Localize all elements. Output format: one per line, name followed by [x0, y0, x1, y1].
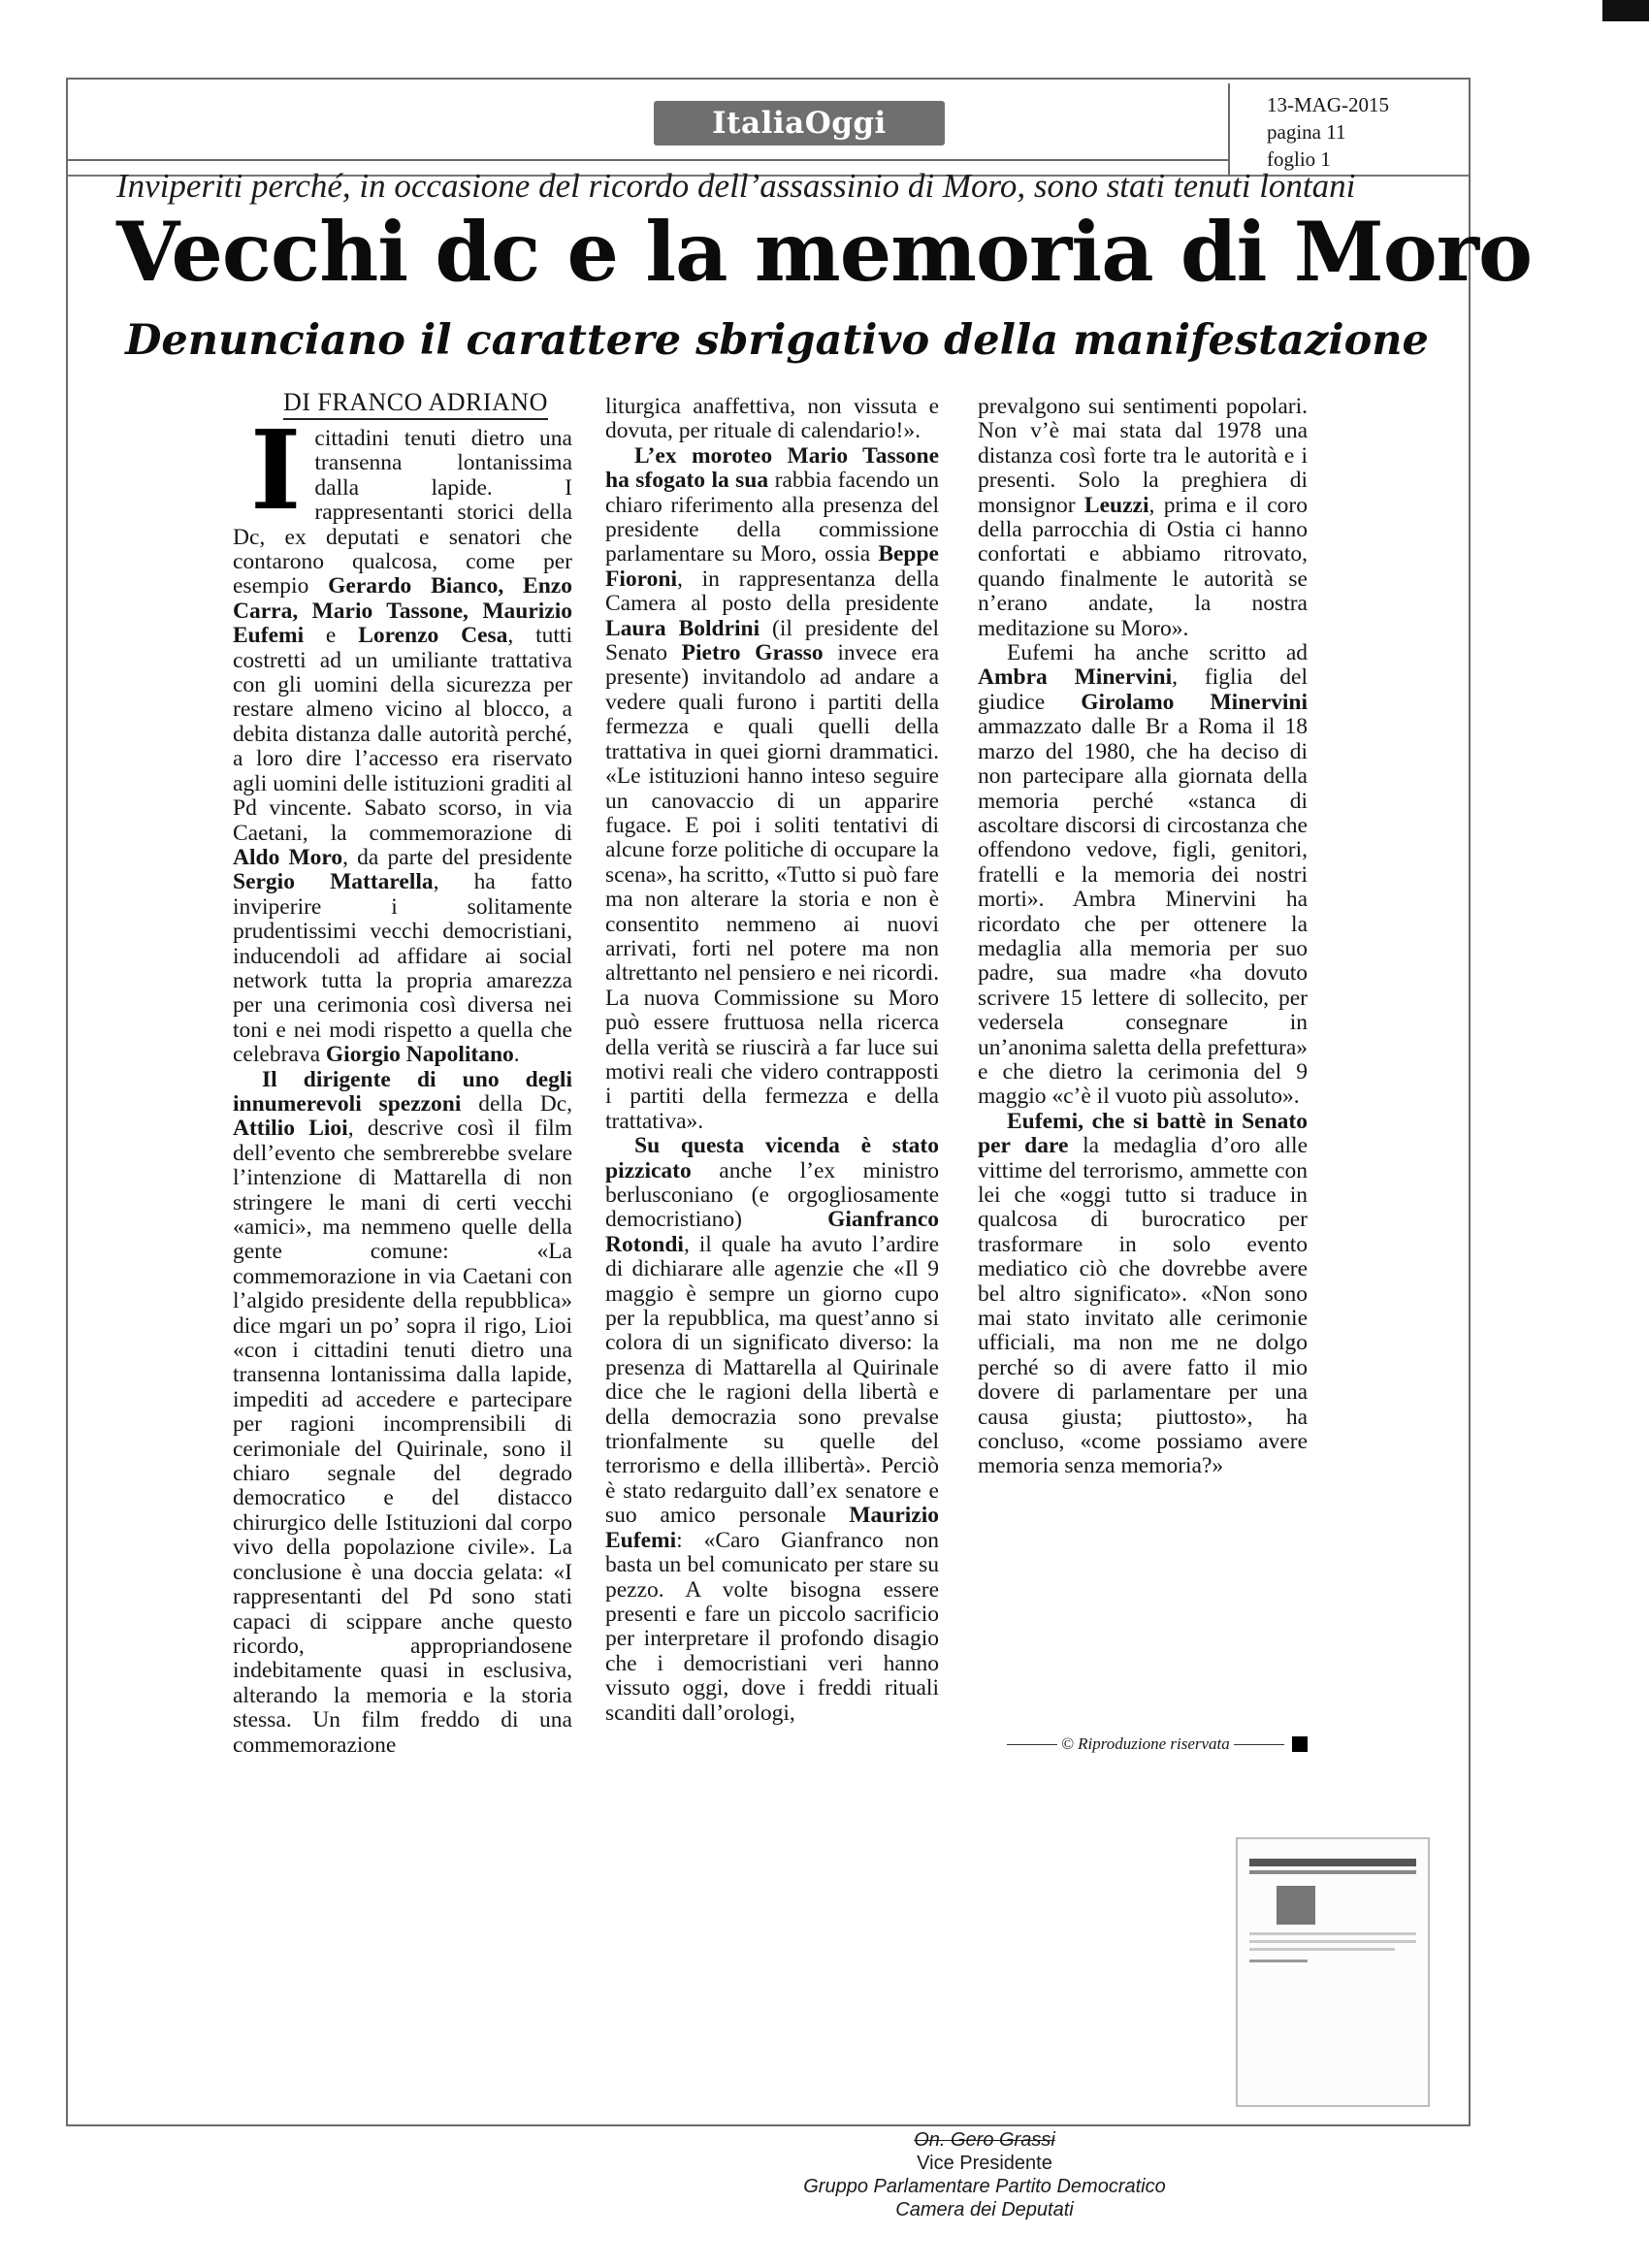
rule-right [1234, 1744, 1284, 1745]
article-paragraph: Il dirigente di uno degli innumerevoli spezzoni della Dc, Attilio Lioi, descrive così il film dell’evento che sembrerebbe svelare l’intenzione di Mattarella di non stringere le mani di certi vecchi «amici», ma nemmeno quelle della gente comune: «La commemorazione in via Caetani con l’algido presidente della repubblica» dice mgari un po’ sopra il rigo, Lioi «con i cittadini tenuti dietro una transenna lontanissima dalla lapide, impediti ad accedere e partecipare per ragioni incomprensibili di cerimoniale del Quirinale, sono il chiaro segnale del degrado democratico e del distacco chirurgico delle Istituzioni dal corpo vivo della popolazione civile». La conclusione è una doccia gelata: «I rappresentanti del Pd sono stati capaci di scippare anche questo ricordo, appropriandosene indebitamente quasi in esclusiva, alterando la memoria e la storia stessa. Un film freddo di una commemorazione [233, 1066, 572, 1758]
headline: Vecchi dc e la memoria di Moro [116, 204, 1533, 300]
article-paragraph: Eufemi, che si battè in Senato per dare la medaglia d’oro alle vittime del terrorismo, ammette con lei che «oggi tutto si traduce in qualcosa di burocratico per trasformare in solo evento mediatico ciò che dovrebbe avere bel altro significato». «Non sono mai stato invitato alle cerimonie ufficiali, ma non me ne dolgo perché so di avere fatto il mio dovere di parlamentare per una causa giusta; piuttosto», ha concluso, «come possiamo avere memoria senza memoria?» [978, 1108, 1308, 1479]
sheet-number: foglio 1 [1267, 147, 1331, 171]
copyright-text: © Riproduzione riservata [1061, 1734, 1230, 1753]
article-paragraph: Eufemi ha anche scritto ad Ambra Minervini, figlia del giudice Girolamo Minervini ammazzato dalle Br a Roma il 18 marzo del 1980, che ha deciso di non partecipare alla giornata della memoria perché «stanca di ascoltare discorsi di circostanza che offendono vedove, figli, genitori, fratelli e la memoria dei nostri morti». Ambra Minervini ha ricordato che per ottenere la medaglia alla memoria per suo padre, sua madre «ha dovuto scrivere 15 lettere di sollecito, per vedersela consegnare in un’anonima saletta della prefettura» e che dietro la cerimonia del 9 maggio «c’è il vuoto più assoluto». [978, 640, 1308, 1110]
header-strip [68, 80, 1228, 161]
thumbnail-text-line [1249, 1940, 1416, 1943]
end-mark [1292, 1736, 1308, 1752]
thumbnail-title-bar [1249, 1859, 1416, 1866]
article-paragraph: Su questa vicenda è stato pizzicato anche l’ex ministro berlusconiano (e orgogliosamente democristiano) Gianfranco Rotondi, il quale ha avuto l’ardire di dichiarare alle agenzie che «Il 9 maggio è sempre un giorno cupo per la repubblica, ma quest’anno si colora di un significato diverso: la presenza di Mattarella al Quirinale dice che le ragioni della libertà e della democrazia sono prevalse trionfalmente su quelle del terrorismo e della illibertà». Perciò è stato redarguito dall’ex senatore e suo amico personale Maurizio Eufemi: «Caro Gianfranco non basta un bel comunicato per stare su pezzo. A volte bisogna essere presenti e fare un piccolo sacrificio per interpretare il profondo disagio che i democristiani veri hanno vissuto oggi, dove i freddi rituali scanditi dall’orologi, [605, 1133, 939, 1726]
article-paragraph: prevalgono sui sentimenti popolari. Non v’è mai stata dal 1978 una distanza così forte tra le autorità e i presenti. Solo la preghiera di monsignor Leuzzi, prima e il coro della parrocchia di Ostia ci hanno confortati e abbiamo ritrovato, quando finalmente le autorità se n’erano andate, la nostra meditazione su Moro». [978, 395, 1308, 641]
copyright-note [1003, 1734, 1308, 1754]
article-paragraph: Icittadini tenuti dietro una transenna lontanissima dalla lapide. I rappresentanti storici della Dc, ex deputati e senatori che contarono qualcosa, come per esempio Gerardo Bianco, Enzo Carra, Mario Tassone, Maurizio Eufemi e Lorenzo Cesa, tutti costretti ad un umiliante trattativa con gli uomini della sicurezza per restare almeno vicino al blocco, a debita distanza dalle autorità perché, a loro dire l’accesso era riservato agli uomini delle istituzioni graditi al Pd vincente. Sabato scorso, in via Caetani, la commemorazione di Aldo Moro, da parte del presidente Sergio Mattarella, ha fatto inviperire i solitamente prudentissimi vecchi democristiani, inducendoli ad affidare ai social network tutta la propria amarezza per una cerimonia così diversa nei toni e nei modi rispetto a quella che celebrava Giorgio Napolitano. [233, 427, 572, 1068]
scan-corner-mark [1602, 0, 1649, 21]
article-paragraph: L’ex moroteo Mario Tassone ha sfogato la sua rabbia facendo un chiaro riferimento alla presenza del presidente della commissione parlamentare su Moro, ossia Beppe Fioroni, in rappresentanza della Camera al posto della presidente Laura Boldrini (il presidente del Senato Pietro Grasso invece era presente) invitandolo ad andare a vedere quali furono i partiti della fermezza e quali quelli della trattativa in quei giorni drammatici. «Le istituzioni hanno inteso seguire un canovaccio di un apparire fugace. E poi i soliti tentativi di alcune forze politiche di occupare la scena», ha scritto, «Tutto si può fare ma non alterare la storia e non è consentito nemmeno ai nuovi arrivati, forti nel potere ma non altrettanto nel pensiero e nei ricordi. La nuova Commissione su Moro può essere fruttuosa nella ricerca della verità se riuscirà a far luce sui motivi reali che videro contrapposti i partiti della fermezza e della trattativa». [605, 442, 939, 1134]
signer-chamber: Camera dei Deputati [895, 2199, 1074, 2220]
byline: DI FRANCO ADRIANO [283, 388, 548, 420]
rule-left [1007, 1744, 1057, 1745]
masthead-label: ItaliaOggi [712, 106, 887, 141]
article-column-3 [978, 395, 1308, 1774]
thumbnail-text-line [1249, 1948, 1395, 1951]
subheadline: Denunciano il carattere sbrigativo della manifestazione [125, 316, 1429, 365]
kicker: Inviperiti perché, in occasione del ricordo dell’assassinio di Moro, sono stati tenuti lontani [116, 167, 1356, 205]
article-column-2 [605, 395, 939, 2112]
article-column-1 [233, 427, 572, 2105]
publication-date: 13-MAG-2015 [1267, 93, 1389, 116]
article-paragraph: liturgica anaffettiva, non vissuta e dovuta, per rituale di calendario!». [605, 395, 939, 444]
page-thumbnail [1236, 1837, 1430, 2107]
signer-name: On. Gero Grassi [914, 2129, 1055, 2151]
date-block [1228, 83, 1471, 177]
thumbnail-text-line [1249, 1932, 1416, 1935]
thumbnail-photo [1277, 1886, 1315, 1925]
thumbnail-text-line [1249, 1960, 1308, 1962]
page-number: pagina 11 [1267, 120, 1346, 144]
signer-group: Gruppo Parlamentare Partito Democratico [803, 2176, 1166, 2197]
drop-cap: I [250, 427, 302, 535]
signature-block [669, 2128, 1300, 2221]
newspaper-masthead [654, 101, 945, 146]
thumbnail-subtitle-bar [1249, 1870, 1416, 1874]
signer-role: Vice Presidente [917, 2153, 1052, 2174]
